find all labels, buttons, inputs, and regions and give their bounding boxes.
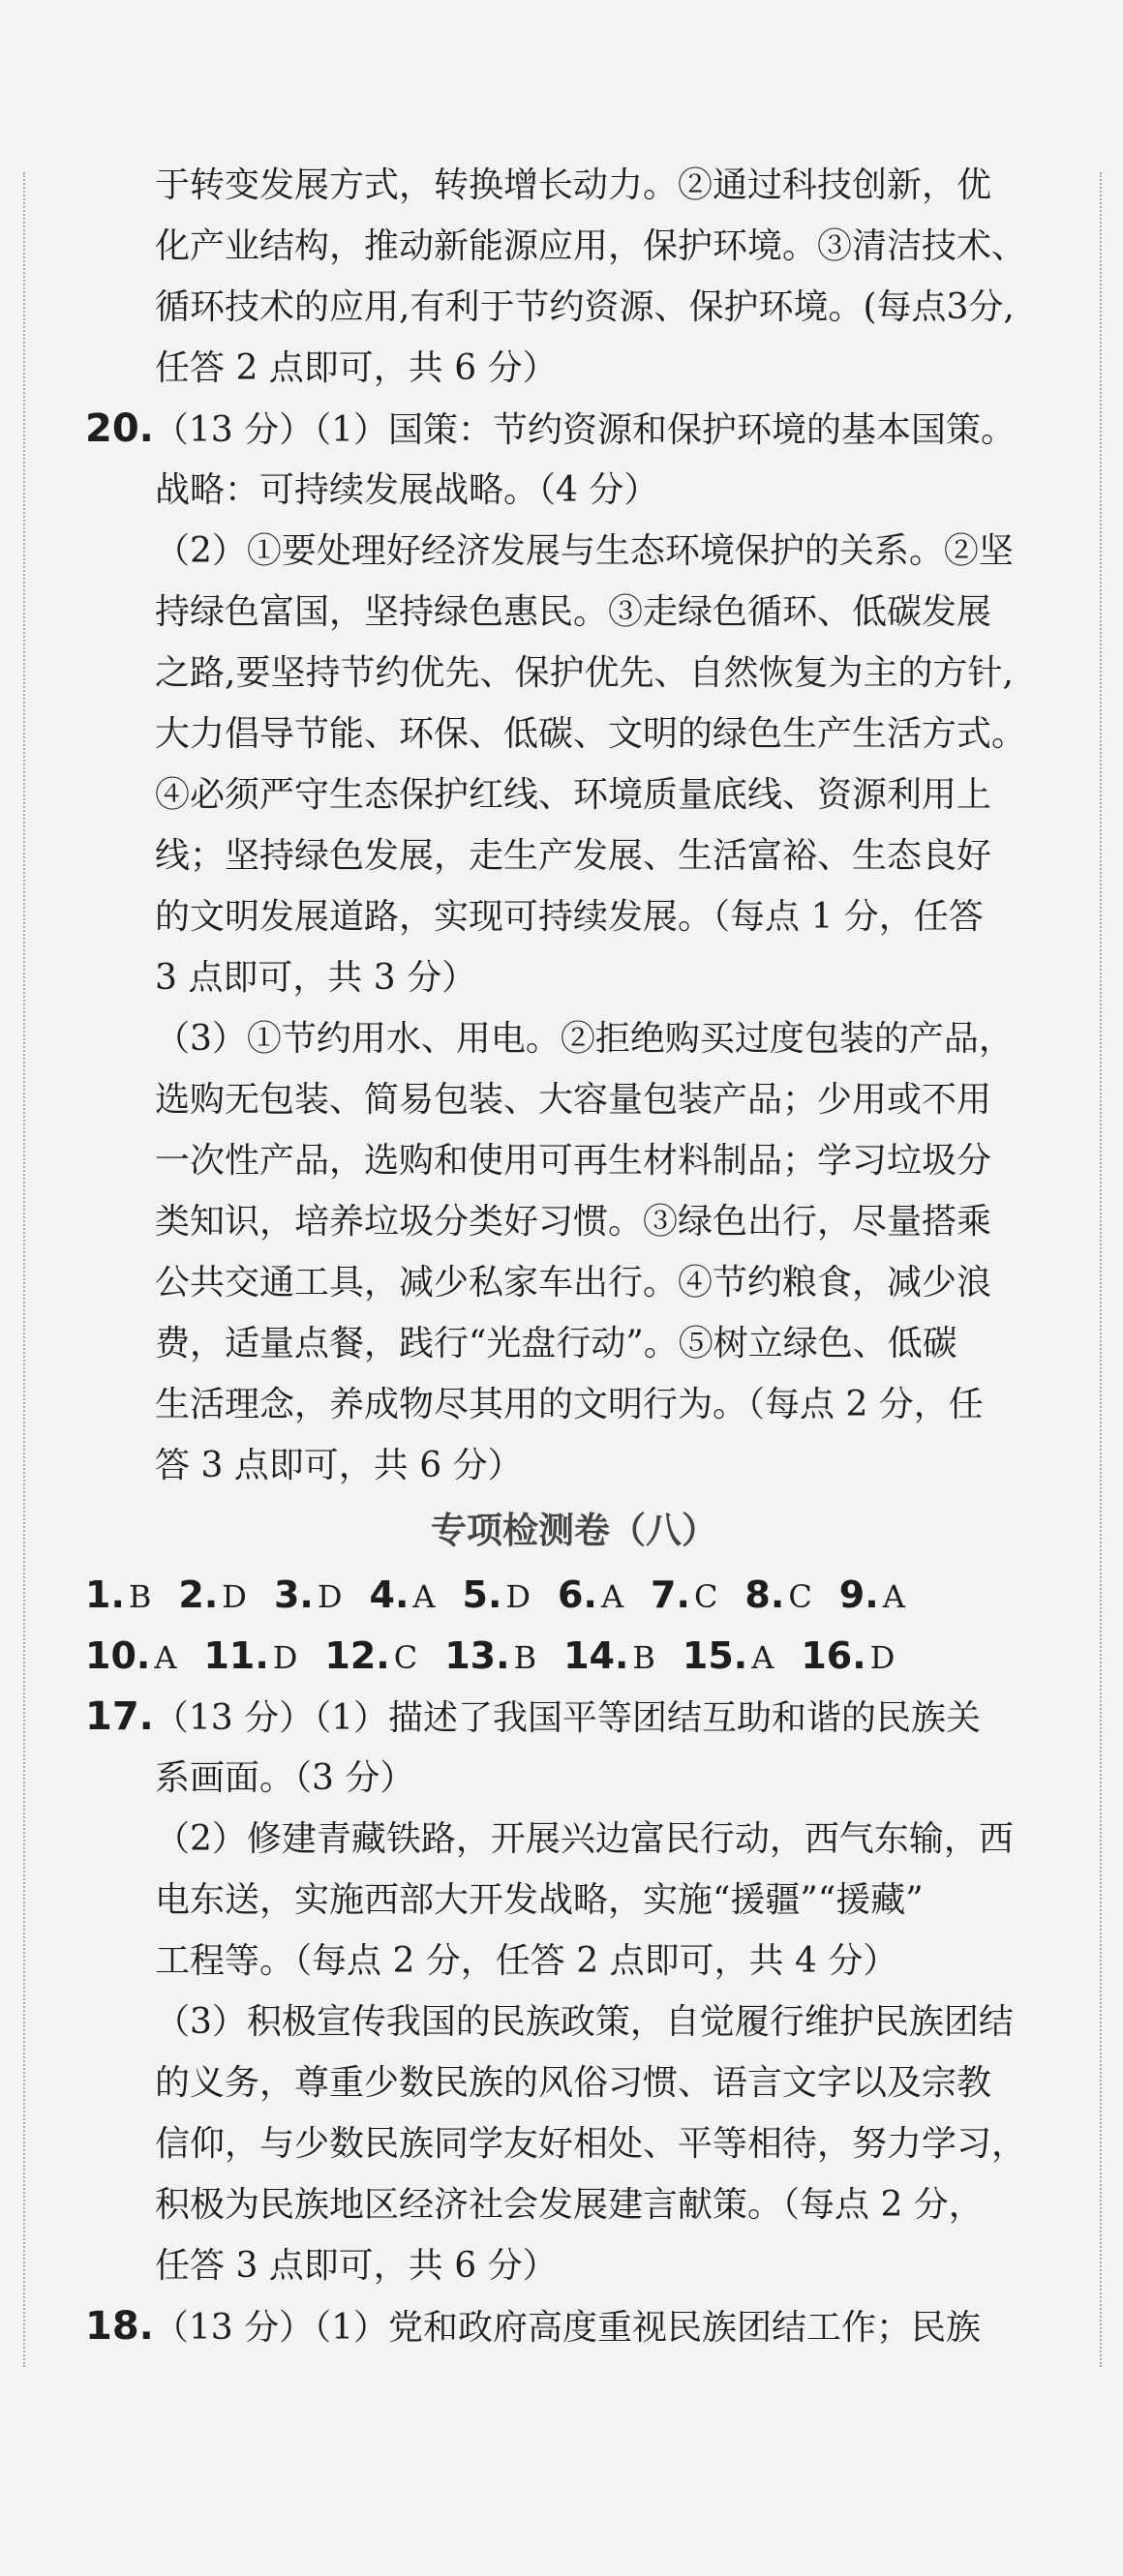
text-line: ④必须严守生态保护红线、环境质量底线、资源利用上	[155, 775, 992, 815]
text-line: 电东送，实施西部大开发战略，实施“援疆”“援藏”	[155, 1880, 924, 1920]
choice-answer: 9. A	[838, 1573, 905, 1616]
question-18	[85, 2296, 1063, 2357]
choice-answer: 14. B	[563, 1634, 655, 1677]
text-line: 信仰，与少数民族同学友好相处、平等相待，努力学习，	[155, 2124, 1027, 2164]
text-line: 之路,要坚持节约优先、保护优先、自然恢复为主的方针,	[155, 653, 1014, 693]
choice-answer: 12. C	[324, 1634, 418, 1677]
text-line: 任答 2 点即可，共 6 分）	[155, 348, 558, 388]
text-line: 一次性产品，选购和使用可再生材料制品；学习垃圾分	[155, 1141, 992, 1181]
text-line: 的义务，尊重少数民族的风俗习惯、语言文字以及宗教	[155, 2063, 992, 2103]
text-line: 答 3 点即可，共 6 分）	[155, 1446, 523, 1485]
right-fold-line	[1100, 172, 1102, 2367]
text-line: 大力倡导节能、环保、低碳、文明的绿色生产生活方式。	[155, 714, 1027, 754]
text-line: 费，适量点餐，践行“光盘行动”。⑤树立绿色、低碳	[155, 1324, 957, 1363]
choice-answer: 6. A	[558, 1573, 624, 1616]
answers-row-2	[85, 1626, 1063, 1687]
question-number: 20.	[85, 406, 154, 451]
text-line: 化产业结构，推动新能源应用，保护环境。③清洁技术、	[155, 226, 1027, 266]
text-line: 战略：可持续发展战略。（4 分）	[155, 470, 659, 510]
choice-answer: 7. C	[651, 1573, 718, 1616]
section-title: 专项检测卷（八）	[431, 1510, 717, 1551]
question-number: 17.	[85, 1694, 154, 1739]
left-fold-line	[23, 172, 25, 2367]
text-line: （2）修建青藏铁路，开展兴边富民行动，西气东输，西	[155, 1819, 1014, 1859]
text-line: 线；坚持绿色发展，走生产发展、生活富裕、生态良好	[155, 836, 992, 876]
answer-key-content	[85, 155, 1063, 2357]
choice-answer: 8. C	[744, 1573, 812, 1616]
choice-answer: 3. D	[273, 1573, 343, 1616]
text-line: 类知识，培养垃圾分类好习惯。③绿色出行，尽量搭乘	[155, 1202, 992, 1242]
text-line: （13 分）（1）描述了我国平等团结互助和谐的民族关	[153, 1698, 982, 1738]
question-17	[85, 1687, 1063, 2296]
text-line: 公共交通工具，减少私家车出行。④节约粮食，减少浪	[155, 1263, 992, 1303]
question-number: 18.	[85, 2304, 154, 2349]
text-line: （13 分）（1）国策：节约资源和保护环境的基本国策。	[153, 410, 1017, 450]
text-line: 选购无包装、简易包装、大容量包装产品；少用或不用	[155, 1080, 992, 1120]
choice-answer: 4. A	[369, 1573, 436, 1616]
choice-answer: 2. D	[178, 1573, 247, 1616]
text-line: （3）①节约用水、用电。②拒绝购买过度包装的产品，	[155, 1019, 1014, 1059]
answers-row-1	[85, 1565, 1063, 1626]
text-line: 的文明发展道路，实现可持续发展。（每点 1 分，任答	[155, 897, 984, 937]
question-20	[85, 399, 1063, 1496]
text-line: （13 分）（1）党和政府高度重视民族团结工作；民族	[153, 2308, 982, 2348]
text-line: （2）①要处理好经济发展与生态环境保护的关系。②坚	[155, 531, 1014, 571]
choice-answer: 13. B	[444, 1634, 537, 1677]
text-line: 工程等。（每点 2 分，任答 2 点即可，共 4 分）	[155, 1941, 898, 1981]
text-line: 任答 3 点即可，共 6 分）	[155, 2246, 558, 2286]
text-line: （3）积极宣传我国的民族政策，自觉履行维护民族团结	[155, 2002, 1014, 2042]
text-line: 生活理念，养成物尽其用的文明行为。（每点 2 分，任	[155, 1385, 984, 1424]
text-line: 3 点即可，共 3 分）	[155, 958, 477, 998]
choice-answer: 10. A	[85, 1634, 177, 1677]
text-line: 于转变发展方式，转换增长动力。②通过科技创新，优	[155, 165, 992, 205]
text-line: 积极为民族地区经济社会发展建言献策。（每点 2 分，	[155, 2185, 984, 2225]
text-line: 循环技术的应用,有利于节约资源、保护环境。(每点3分,	[155, 287, 1015, 327]
choice-answer: 1. B	[85, 1573, 152, 1616]
choice-answer: 11. D	[203, 1634, 298, 1677]
text-line: 系画面。（3 分）	[155, 1758, 415, 1798]
text-line: 持绿色富国，坚持绿色惠民。③走绿色循环、低碳发展	[155, 592, 992, 632]
choice-answer: 15. A	[682, 1634, 774, 1677]
q19-tail	[85, 155, 1063, 399]
choice-answer: 16. D	[801, 1634, 895, 1677]
choice-answer: 5. D	[462, 1573, 531, 1616]
